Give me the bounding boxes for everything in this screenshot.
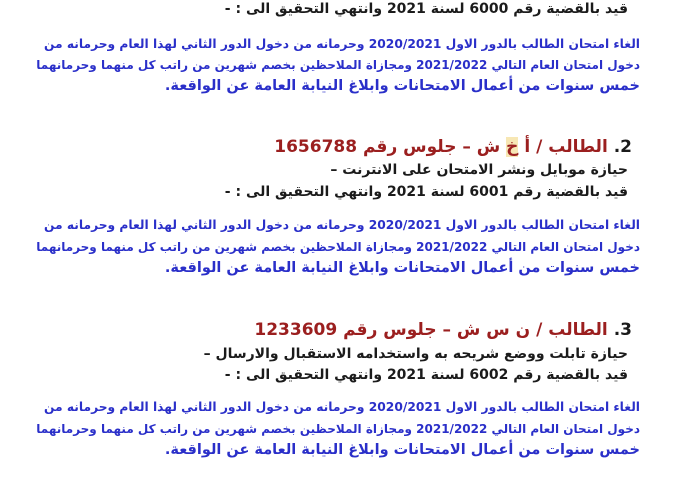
decision-line-3a: الغاء امتحان الطالب بالدور الاول 2020/2021 وحرمانه من دخول الدور الثاني لهذا العام وحرمانه من: [43, 400, 640, 414]
student-prefix-2: الطالب / أ: [524, 137, 608, 157]
offense-line-3: حيازة تابلت ووضع شريحه به واستخدامه الاستقبال والارسال –: [203, 346, 628, 362]
offense-line-2: حيازة موبايل ونشر الامتحان على الانترنت –: [330, 162, 628, 178]
decision-line-1b: دخول امتحان العام التالي 2021/2022 ومجازاة الملاحظين بخصم شهرين من راتب كل منهما وحرمانهما: [36, 58, 640, 72]
decision-line-2b: دخول امتحان العام التالي 2021/2022 ومجازاة الملاحظين بخصم شهرين من راتب كل منهما وحرمانهما: [36, 240, 640, 254]
highlighted-initial: خ: [506, 137, 519, 157]
item-number-2: 2.: [613, 137, 632, 157]
decision-line-2a: الغاء امتحان الطالب بالدور الاول 2020/2021 وحرمانه من دخول الدور الثاني لهذا العام وحرمانه من: [43, 218, 640, 232]
decision-line-3c: خمس سنوات من أعمال الامتحانات وابلاغ النيابة العامة عن الواقعة.: [164, 442, 640, 458]
student-suffix-2: ش – جلوس رقم 1656788: [274, 137, 507, 157]
student-heading-2: [274, 135, 632, 159]
decision-line-3b: دخول امتحان العام التالي 2021/2022 ومجازاة الملاحظين بخصم شهرين من راتب كل منهما وحرمانهما: [36, 422, 640, 436]
student-heading-3: [254, 318, 632, 342]
decision-line-2c: خمس سنوات من أعمال الامتحانات وابلاغ النيابة العامة عن الواقعة.: [164, 260, 640, 276]
case-line-1: قيد بالقضية رقم 6000 لسنة 2021 وانتهي التحقيق الى : -: [224, 1, 628, 17]
decision-line-1c: خمس سنوات من أعمال الامتحانات وابلاغ النيابة العامة عن الواقعة.: [164, 78, 640, 94]
decision-line-1a: الغاء امتحان الطالب بالدور الاول 2020/2021 وحرمانه من دخول الدور الثاني لهذا العام وحرمانه من: [43, 37, 640, 51]
student-name-3: الطالب / ن س ش – جلوس رقم 1233609: [254, 320, 608, 340]
item-number-3: 3.: [613, 320, 632, 340]
case-line-3: قيد بالقضية رقم 6002 لسنة 2021 وانتهي التحقيق الى : -: [224, 367, 628, 383]
case-line-2: قيد بالقضية رقم 6001 لسنة 2021 وانتهي التحقيق الى : -: [224, 184, 628, 200]
